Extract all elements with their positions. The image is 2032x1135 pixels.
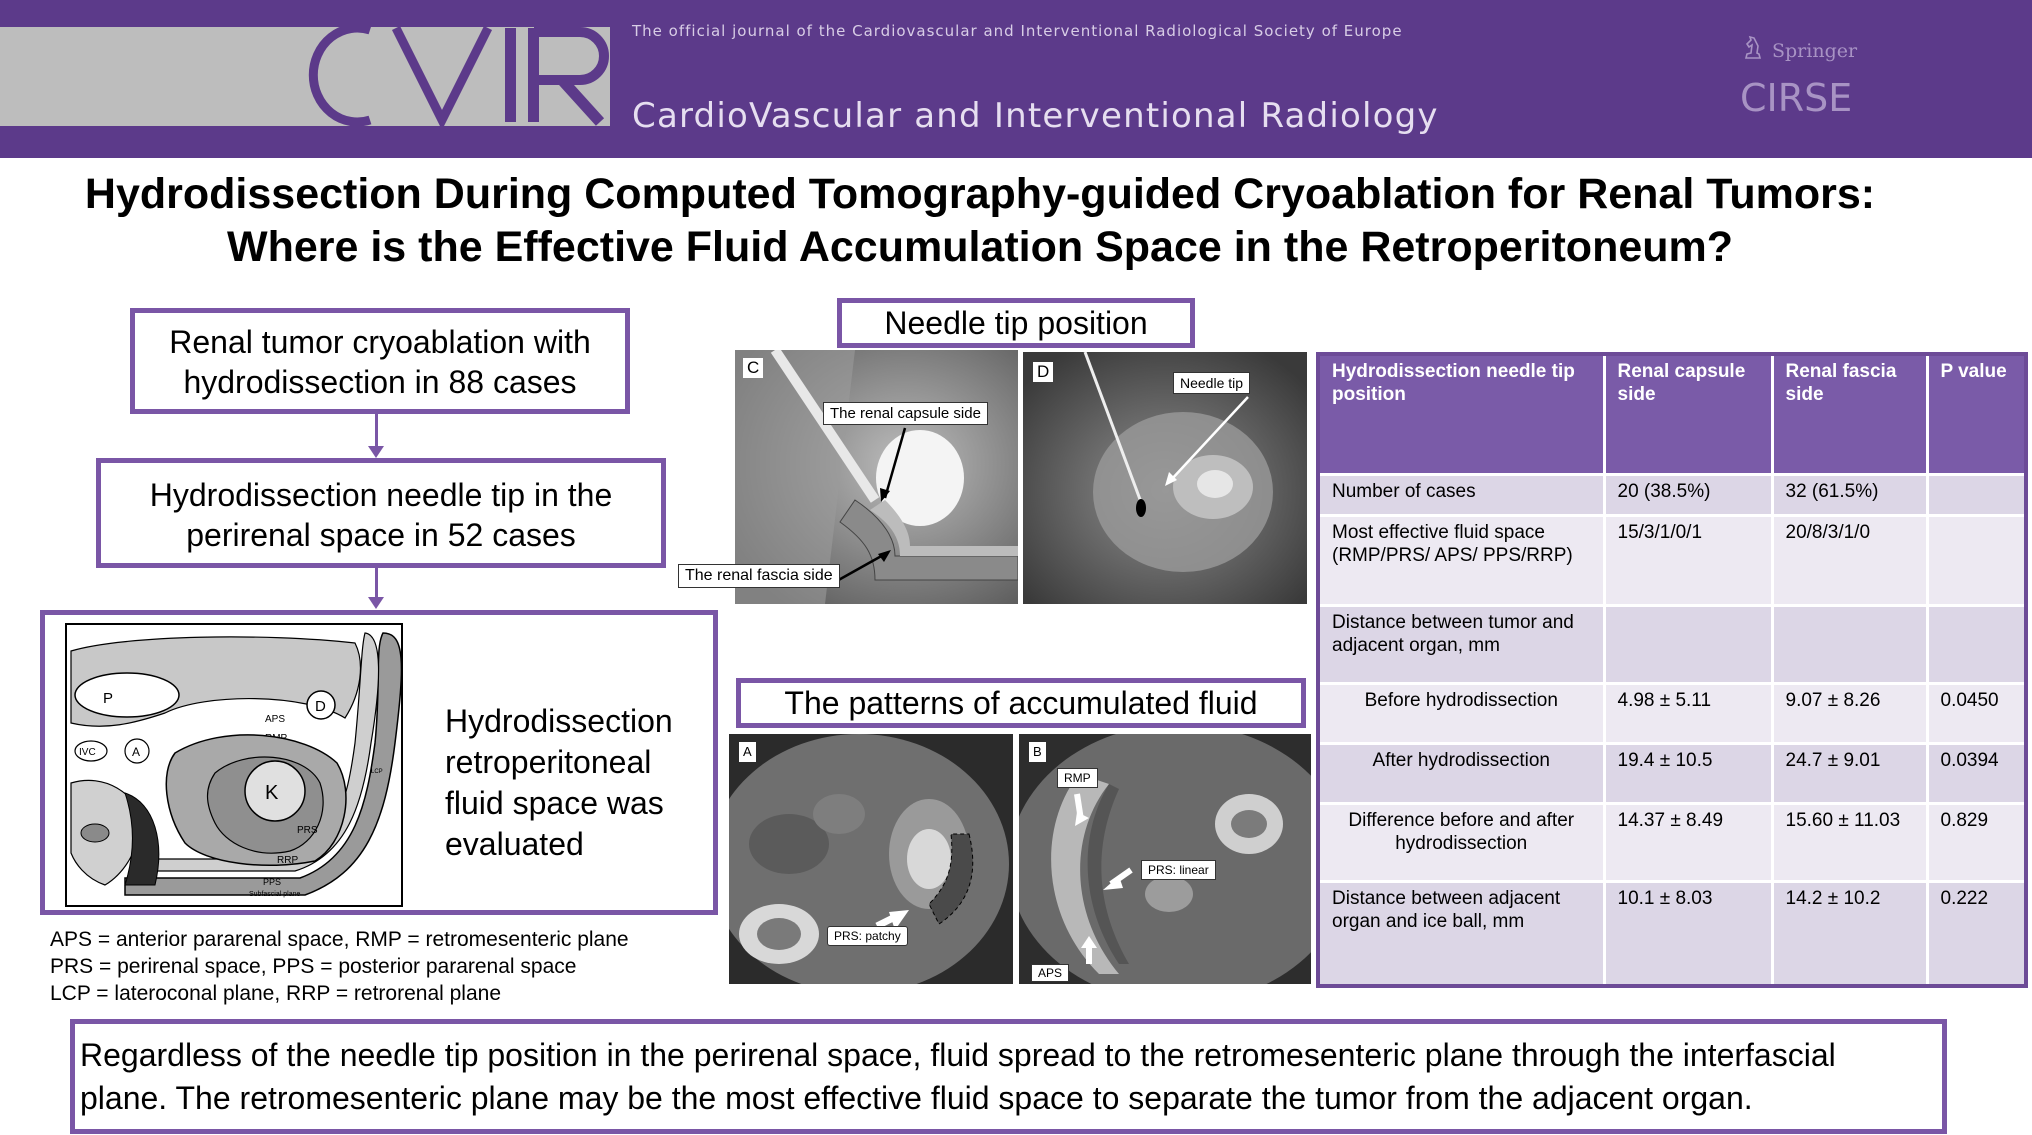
flow-arrow-2-head xyxy=(368,597,384,609)
conclusion-box xyxy=(70,1019,1947,1134)
table-cell xyxy=(1927,605,2024,683)
diagram-label-P: P xyxy=(103,690,114,707)
ct-image-panel-b xyxy=(1019,734,1311,984)
table-row xyxy=(1320,515,2024,605)
table-cell: 32 (61.5%) xyxy=(1772,474,1927,515)
prs-patchy-label: PRS: patchy xyxy=(827,926,908,946)
flow-box-needle-line-2: perirenal space in 52 cases xyxy=(186,517,576,553)
needle-tip-label: Needle tip xyxy=(1173,372,1250,394)
rmp-label: RMP xyxy=(1057,768,1098,788)
table-cell: 0.0394 xyxy=(1927,743,2024,803)
flow-arrow-1 xyxy=(375,414,378,448)
flow-box-cases-line-1: Renal tumor cryoablation with xyxy=(169,324,591,360)
table-cell: 0.0450 xyxy=(1927,683,2024,743)
table-header-cell: Hydrodissection needle tip position xyxy=(1320,356,1604,474)
table-cell: 24.7 ± 9.01 xyxy=(1772,743,1927,803)
panel-c-letter: C xyxy=(743,358,763,378)
table-row xyxy=(1320,683,2024,743)
table-cell: 4.98 ± 5.11 xyxy=(1604,683,1772,743)
table-cell: Distance between tumor and adjacent organ, mm xyxy=(1320,605,1604,683)
retroperitoneal-diagram xyxy=(65,623,403,907)
table-cell xyxy=(1927,474,2024,515)
diagram-label-K: K xyxy=(265,782,279,804)
diagram-label-D: D xyxy=(315,698,326,715)
table-cell: After hydrodissection xyxy=(1320,743,1604,803)
flow-box-cases xyxy=(130,308,630,414)
diagram-label-IVC: IVC xyxy=(79,747,96,758)
table-cell: Difference before and after hydrodissection xyxy=(1320,803,1604,881)
table-cell xyxy=(1604,605,1772,683)
conclusion-line-2: plane. The retromesenteric plane may be the most effective fluid space to separate the tumor from the adjacent organ. xyxy=(80,1080,1753,1116)
table-cell: 15/3/1/0/1 xyxy=(1604,515,1772,605)
title-line-2: Where is the Effective Fluid Accumulation Space in the Retroperitoneum? xyxy=(226,223,1734,271)
diagram-label-A: A xyxy=(132,745,141,759)
cvir-logo xyxy=(300,22,630,128)
table-cell: 20/8/3/1/0 xyxy=(1772,515,1927,605)
table-row xyxy=(1320,474,2024,515)
table-cell: 10.1 ± 8.03 xyxy=(1604,881,1772,984)
abbreviation-line-1: APS = anterior pararenal space, RMP = retromesenteric plane xyxy=(50,928,629,951)
table-header-row xyxy=(1320,356,2024,474)
table-cell: Distance between adjacent organ and ice ball, mm xyxy=(1320,881,1604,984)
diagram-label-RRP: RRP xyxy=(277,855,299,866)
diagram-label-subfascial: Subfascial plane xyxy=(249,891,301,898)
flow-arrow-2 xyxy=(375,568,378,598)
table-cell xyxy=(1927,515,2024,605)
table-cell: 0.829 xyxy=(1927,803,2024,881)
table-row xyxy=(1320,743,2024,803)
table-cell: Number of cases xyxy=(1320,474,1604,515)
journal-header xyxy=(0,0,2032,158)
table-cell: 14.37 ± 8.49 xyxy=(1604,803,1772,881)
ct-image-panel-d xyxy=(1023,352,1307,604)
diagram-label-APS: APS xyxy=(265,714,286,725)
capsule-side-label: The renal capsule side xyxy=(823,402,988,425)
table-cell: Most effective fluid space (RMP/PRS/ APS/ PPS/RRP) xyxy=(1320,515,1604,605)
flow-box-evaluation-text: Hydrodissection retroperitoneal fluid space was evaluated xyxy=(445,703,673,862)
panel-d-letter: D xyxy=(1033,362,1053,382)
needle-tip-title: Needle tip position xyxy=(837,298,1195,348)
table-header-cell: Renal capsule side xyxy=(1604,356,1772,474)
flow-box-evaluation xyxy=(40,610,718,915)
springer-knight-icon xyxy=(1742,34,1764,60)
table-cell: Before hydrodissection xyxy=(1320,683,1604,743)
prs-linear-label: PRS: linear xyxy=(1141,860,1216,880)
panel-b-letter: B xyxy=(1029,742,1046,762)
conclusion-line-1: Regardless of the needle tip position in the perirenal space, fluid spread to the retromesenteric plane through the interfascial xyxy=(80,1037,1836,1073)
panel-a-letter: A xyxy=(739,742,756,762)
table-row xyxy=(1320,881,2024,984)
flow-arrow-1-head xyxy=(368,446,384,458)
table-cell xyxy=(1772,605,1927,683)
journal-name: CardioVascular and Interventional Radiology xyxy=(632,96,1439,136)
poster-title xyxy=(0,168,1960,274)
flow-box-needle-tip xyxy=(96,458,666,568)
table-row xyxy=(1320,605,2024,683)
flow-box-cases-line-2: hydrodissection in 88 cases xyxy=(183,364,577,400)
table-cell: 14.2 ± 10.2 xyxy=(1772,881,1927,984)
fluid-patterns-title: The patterns of accumulated fluid xyxy=(736,678,1306,728)
cirse-logo: CIRSE xyxy=(1740,76,1853,120)
table-header-cell: Renal fascia side xyxy=(1772,356,1927,474)
table-cell: 15.60 ± 11.03 xyxy=(1772,803,1927,881)
flow-box-needle-line-1: Hydrodissection needle tip in the xyxy=(149,477,613,513)
table-row xyxy=(1320,803,2024,881)
diagram-label-PRS: PRS xyxy=(297,825,318,836)
abbreviation-legend xyxy=(50,926,629,1007)
journal-official-line: The official journal of the Cardiovascular and Interventional Radiological Society of Europe xyxy=(632,22,1403,40)
table-cell: 19.4 ± 10.5 xyxy=(1604,743,1772,803)
results-table xyxy=(1316,352,2028,988)
springer-logo-text: Springer xyxy=(1772,40,1858,62)
abbreviation-line-2: PRS = perirenal space, PPS = posterior pararenal space xyxy=(50,955,577,978)
table-header-cell: P value xyxy=(1927,356,2024,474)
aps-label: APS xyxy=(1031,964,1069,982)
title-line-1: Hydrodissection During Computed Tomography-guided Cryoablation for Renal Tumors: xyxy=(84,170,1876,218)
diagram-label-LCP: LCP xyxy=(371,769,383,775)
abbreviation-line-3: LCP = lateroconal plane, RRP = retrorenal plane xyxy=(50,982,502,1005)
ct-image-panel-a xyxy=(729,734,1013,984)
table-cell: 9.07 ± 8.26 xyxy=(1772,683,1927,743)
table-cell: 0.222 xyxy=(1927,881,2024,984)
fascia-side-label: The renal fascia side xyxy=(678,564,840,588)
table-cell: 20 (38.5%) xyxy=(1604,474,1772,515)
diagram-label-PPS: PPS xyxy=(263,877,282,887)
